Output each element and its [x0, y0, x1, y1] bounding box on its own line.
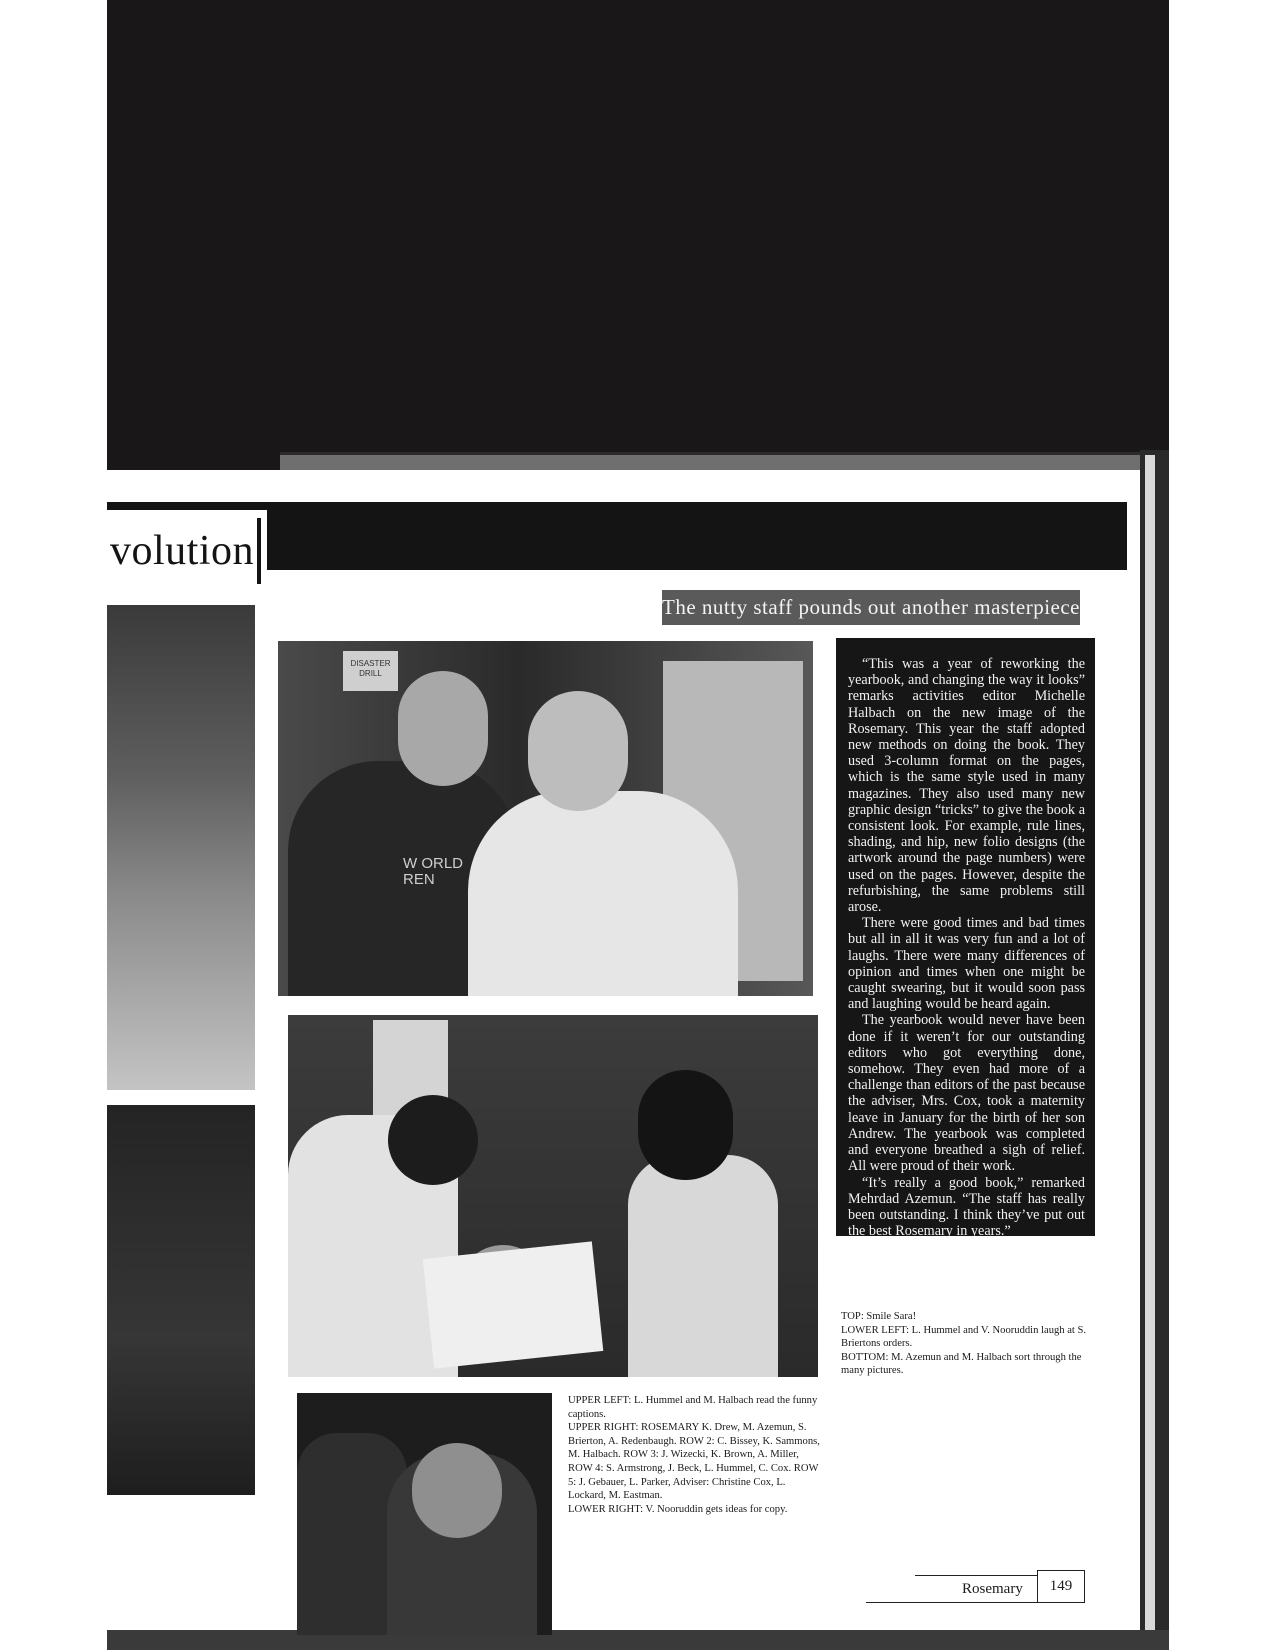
story-paragraph: There were good times and bad times but all in all it was very fun and a lot of laughs. There were many differences of opinion and times when one might be caught swearing, but it would soon pass and laughing would be heard again. — [848, 915, 1085, 1013]
photo-middle — [288, 1015, 818, 1377]
book-edge-right-strip — [1145, 455, 1155, 1650]
photo-top — [278, 641, 813, 996]
page-number: 149 — [1037, 1570, 1085, 1603]
caption-block-left — [568, 1394, 826, 1516]
folio-rule-bottom — [866, 1602, 1037, 1603]
caption-top: TOP: Smile Sara! — [841, 1311, 917, 1322]
story-paragraph: The yearbook would never have been done if it weren’t for our outstanding editors who got everything done, somehow. They even had more of a challenge than editors of the past because the adviser, Mrs. Cox, took a maternity leave in January for the birth of her son Andrew. The yearbook was completed and everyone breathed a sigh of relief. All were proud of their work. — [848, 1012, 1085, 1175]
photo-person-left-head — [398, 671, 488, 786]
caption-upper-right: UPPER RIGHT: ROSEMARY K. Drew, M. Azemun, S. Brierton, A. Redenbaugh. ROW 2: C. Bissey, K. Sammons, M. Halbach. ROW 3: J. Wizecki, K. Brown, A. Miller, ROW 4: S. Armstrong, J. Beck, L. Hummel, C. Cox. ROW 5: J. Gebauer, L. Parker, Adviser: Christine Cox, L. Lockard, M. Eastman. — [568, 1422, 820, 1502]
photo-staff-group — [107, 605, 255, 1090]
scanner-background — [107, 0, 1169, 475]
photo-shirt-text: W ORLD REN — [403, 855, 463, 888]
caption-lower-right: LOWER RIGHT: V. Nooruddin gets ideas for copy. — [568, 1503, 788, 1515]
caption-block-right — [841, 1310, 1101, 1378]
story-paragraph: “This was a year of reworking the yearbook, and changing the way it looks” remarks activities editor Michelle Halbach on the new image of the Rosemary. This year the staff adopted new methods on doing the book. They used 3-column format on the pages, which is the same style used in many magazines. They also used many new graphic design “tricks” to give the book a consistent look. For example, rule lines, shading, and hip, new folio designs (the artwork around the page numbers) were used on the pages. However, despite the refurbishing, the same problems still arose. — [848, 656, 1085, 916]
folio-publication-name: Rosemary — [962, 1581, 1023, 1597]
book-edge-bottom — [107, 1630, 1169, 1650]
photo-person-right-head — [638, 1070, 733, 1180]
photo-sign: DISASTER DRILL — [343, 651, 398, 691]
story-paragraph: “It’s really a good book,” remarked Mehrdad Azemun. “The staff has really been outstanding. I think they’ve put out the best Rosemary in years.” — [848, 1174, 1085, 1240]
photo-person-right — [468, 791, 738, 996]
photo-person-right-head — [528, 691, 628, 811]
caption-upper-left: UPPER LEFT: L. Hummel and M. Halbach read the funny captions. — [568, 1395, 818, 1420]
story-box — [836, 638, 1095, 1240]
photo-bottom — [297, 1393, 552, 1635]
folio-rule-top — [915, 1575, 1037, 1576]
page-title: volution — [110, 528, 255, 574]
photo-left-dark — [107, 1105, 255, 1495]
photo-person-right — [628, 1155, 778, 1377]
page-subtitle: The nutty staff pounds out another masterpiece — [662, 590, 1080, 625]
caption-lower-left: LOWER LEFT: L. Hummel and V. Nooruddin laugh at S. Briertons orders. — [841, 1324, 1087, 1350]
photo-person-left-head — [388, 1095, 478, 1185]
photo-paper — [423, 1241, 604, 1368]
photo-person-front-head — [412, 1443, 502, 1538]
caption-bottom: BOTTOM: M. Azemun and M. Halbach sort through the many pictures. — [841, 1351, 1082, 1377]
book-edge-top — [280, 452, 1140, 470]
header-divider — [257, 518, 261, 584]
